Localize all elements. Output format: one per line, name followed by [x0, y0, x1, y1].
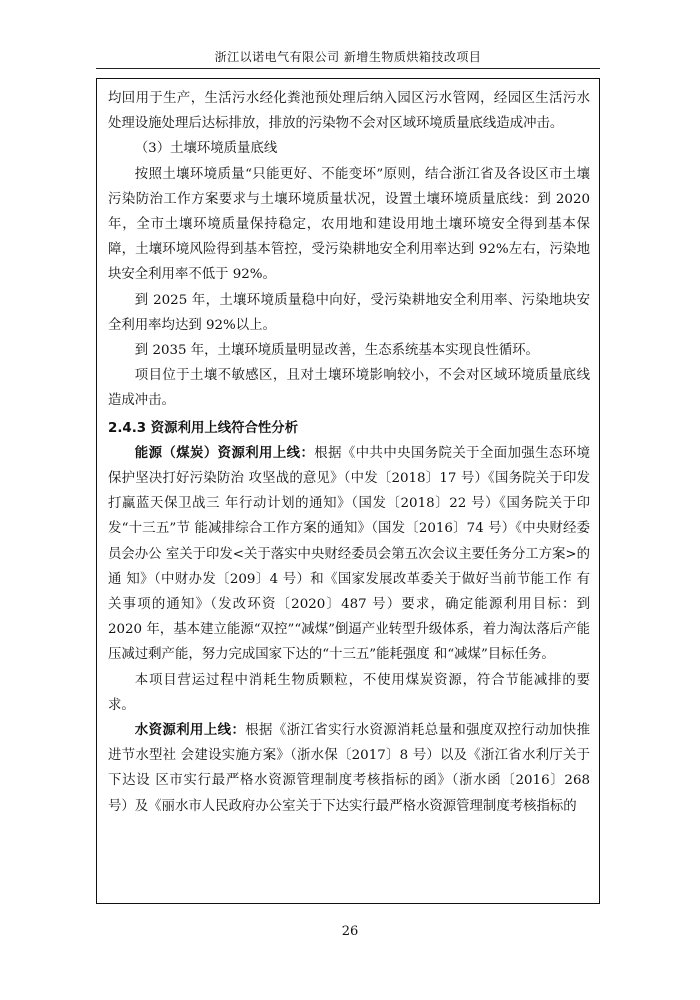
document-body	[108, 86, 590, 819]
paragraph-energy	[108, 441, 590, 668]
energy-lead: 能源（煤炭）资源利用上线：	[134, 445, 315, 461]
paragraph-soil-2035: 到 2035 年，土壤环境质量明显改善，生态系统基本实现良性循环。	[134, 343, 539, 359]
document-header: 浙江以诺电气有限公司 新增生物质烘箱技改项目	[214, 50, 482, 64]
paragraph-soil-heading: （3）土壤环境质量底线	[134, 141, 278, 157]
paragraph-water	[108, 718, 590, 819]
paragraph-energy-conclusion: 本项目营运过程中消耗生物质颗粒，不使用煤炭资源，符合节能减排的要求。	[108, 672, 590, 713]
page-number: 26	[341, 924, 359, 939]
water-body: 根据《浙江省实行水资源消耗总量和强度双控行动加快推进节水型社 会建设实施方案》（浙水保〔2017〕8 号）以及《浙江省水利厅关于下达设 区市实行最严格水资源管理制度考核指标的函》（浙水函〔2016〕268 号）及《丽水市人民政府办公室关于下达实行最严格水资源管理制度考核指标的	[108, 723, 590, 814]
water-lead: 水资源利用上线：	[134, 723, 246, 739]
energy-body: 根据《中共中央国务院关于全面加强生态环境保护坚决打好污染防治 攻坚战的意见》（中发〔2018〕17 号）《国务院关于印发打赢蓝天保卫战三 年行动计划的通知》（国发〔2018〕22 号）《国务院关于印发“十三五”节 能减排综合工作方案的通知》（国发〔2016〕74 号）《中央财经委员会办公 室关于印发<关于落实中央财经委员会第五次会议主要任务分工方案>的通 知》（中财办发〔209〕4 号）和《国家发展改革委关于做好当前节能工作 有关事项的通知》（发改环资〔2020〕487 号）要求，确定能源利用目标：到 2020 年，基本建立能源“双控”“减煤”倒逼产业转型升级体系，着力淘汰落后产能压减过剩产能，努力完成国家下达的“十三五”能耗强度 和“减煤”目标任务。	[108, 445, 591, 663]
paragraph-soil-conclusion: 项目位于土壤不敏感区，且对土壤环境影响较小，不会对区域环境质量底线造成冲击。	[108, 368, 590, 409]
paragraph-wastewater: 均回用于生产，生活污水经化粪池预处理后纳入园区污水管网，经园区生活污水处理设施处理后达标排放，排放的污染物不会对区域环境质量底线造成冲击。	[108, 91, 590, 132]
paragraph-soil-baseline: 按照土壤环境质量“只能更好、不能变坏”原则，结合浙江省及各设区市土壤污染防治工作方案要求与土壤环境质量状况，设置土壤环境质量底线：到 2020 年，全市土壤环境质量保持稳定，农用地和建设用地土壤环境安全得到基本保障，土壤环境风险得到基本管控，受污染耕地安全利用率达到 92%左右，污染地块安全利用率不低于 92%。	[108, 166, 590, 283]
section-heading: 2.4.3 资源利用上线符合性分析	[108, 420, 299, 436]
header-divider	[96, 68, 600, 69]
paragraph-soil-2025: 到 2025 年，土壤环境质量稳中向好，受污染耕地安全利用率、污染地块安全利用率均达到 92%以上。	[108, 292, 590, 333]
